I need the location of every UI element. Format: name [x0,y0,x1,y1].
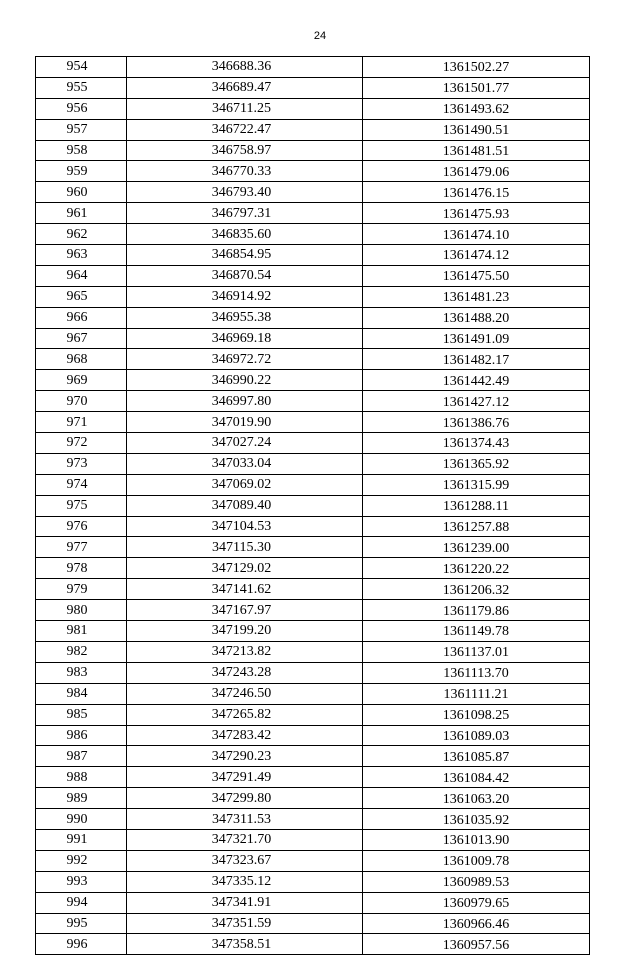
point-number-cell: 967 [36,328,127,349]
table-row [36,913,590,934]
x-coordinate-cell: 346770.33 [127,161,363,182]
table-row [36,391,590,412]
table-row [36,98,590,119]
point-number-cell: 982 [36,641,127,662]
point-number-cell: 984 [36,683,127,704]
y-coordinate-cell: 1361035.92 [363,809,590,830]
x-coordinate-cell: 346797.31 [127,203,363,224]
point-number-cell: 993 [36,871,127,892]
x-coordinate-cell: 347019.90 [127,412,363,433]
x-coordinate-cell: 346854.95 [127,245,363,266]
x-coordinate-cell: 347283.42 [127,725,363,746]
x-coordinate-cell: 347033.04 [127,453,363,474]
point-number-cell: 958 [36,140,127,161]
y-coordinate-cell: 1361098.25 [363,704,590,725]
table-row [36,182,590,203]
table-row [36,265,590,286]
point-number-cell: 980 [36,600,127,621]
x-coordinate-cell: 347351.59 [127,913,363,934]
point-number-cell: 955 [36,77,127,98]
y-coordinate-cell: 1361179.86 [363,600,590,621]
y-coordinate-cell: 1361491.09 [363,328,590,349]
x-coordinate-cell: 346870.54 [127,265,363,286]
table-row [36,621,590,642]
point-number-cell: 976 [36,516,127,537]
y-coordinate-cell: 1361475.50 [363,265,590,286]
coordinates-table-body [36,57,590,955]
table-row [36,662,590,683]
point-number-cell: 979 [36,579,127,600]
page-number: 24 [313,30,327,42]
x-coordinate-cell: 346955.38 [127,307,363,328]
point-number-cell: 957 [36,119,127,140]
table-row [36,57,590,78]
point-number-cell: 989 [36,788,127,809]
table-row [36,328,590,349]
y-coordinate-cell: 1361427.12 [363,391,590,412]
x-coordinate-cell: 347335.12 [127,871,363,892]
x-coordinate-cell: 347323.67 [127,850,363,871]
point-number-cell: 969 [36,370,127,391]
y-coordinate-cell: 1361085.87 [363,746,590,767]
table-row [36,641,590,662]
table-row [36,245,590,266]
table-row [36,788,590,809]
point-number-cell: 961 [36,203,127,224]
y-coordinate-cell: 1361315.99 [363,474,590,495]
y-coordinate-cell: 1361206.32 [363,579,590,600]
point-number-cell: 974 [36,474,127,495]
y-coordinate-cell: 1361476.15 [363,182,590,203]
point-number-cell: 986 [36,725,127,746]
table-row [36,203,590,224]
y-coordinate-cell: 1361149.78 [363,621,590,642]
point-number-cell: 992 [36,850,127,871]
table-row [36,286,590,307]
table-row [36,683,590,704]
y-coordinate-cell: 1361084.42 [363,767,590,788]
point-number-cell: 985 [36,704,127,725]
table-row [36,537,590,558]
y-coordinate-cell: 1360989.53 [363,871,590,892]
point-number-cell: 959 [36,161,127,182]
y-coordinate-cell: 1361481.23 [363,286,590,307]
table-row [36,495,590,516]
point-number-cell: 965 [36,286,127,307]
y-coordinate-cell: 1361482.17 [363,349,590,370]
point-number-cell: 970 [36,391,127,412]
y-coordinate-cell: 1361009.78 [363,850,590,871]
point-number-cell: 964 [36,265,127,286]
y-coordinate-cell: 1361502.27 [363,57,590,78]
point-number-cell: 987 [36,746,127,767]
x-coordinate-cell: 346914.92 [127,286,363,307]
table-row [36,370,590,391]
table-row [36,600,590,621]
y-coordinate-cell: 1361479.06 [363,161,590,182]
point-number-cell: 995 [36,913,127,934]
x-coordinate-cell: 347129.02 [127,558,363,579]
x-coordinate-cell: 346835.60 [127,224,363,245]
y-coordinate-cell: 1361220.22 [363,558,590,579]
table-row [36,579,590,600]
x-coordinate-cell: 346969.18 [127,328,363,349]
table-row [36,871,590,892]
x-coordinate-cell: 346688.36 [127,57,363,78]
y-coordinate-cell: 1360966.46 [363,913,590,934]
y-coordinate-cell: 1361501.77 [363,77,590,98]
x-coordinate-cell: 347199.20 [127,621,363,642]
x-coordinate-cell: 346711.25 [127,98,363,119]
table-row [36,850,590,871]
y-coordinate-cell: 1361239.00 [363,537,590,558]
point-number-cell: 963 [36,245,127,266]
x-coordinate-cell: 347265.82 [127,704,363,725]
y-coordinate-cell: 1361481.51 [363,140,590,161]
x-coordinate-cell: 347299.80 [127,788,363,809]
x-coordinate-cell: 347115.30 [127,537,363,558]
y-coordinate-cell: 1361063.20 [363,788,590,809]
y-coordinate-cell: 1361111.21 [363,683,590,704]
point-number-cell: 977 [36,537,127,558]
point-number-cell: 960 [36,182,127,203]
x-coordinate-cell: 347069.02 [127,474,363,495]
y-coordinate-cell: 1361137.01 [363,641,590,662]
point-number-cell: 971 [36,412,127,433]
table-row [36,767,590,788]
x-coordinate-cell: 347311.53 [127,809,363,830]
y-coordinate-cell: 1360957.56 [363,934,590,955]
x-coordinate-cell: 346793.40 [127,182,363,203]
table-row [36,161,590,182]
table-row [36,349,590,370]
table-row [36,704,590,725]
table-row [36,892,590,913]
y-coordinate-cell: 1361474.12 [363,245,590,266]
point-number-cell: 975 [36,495,127,516]
x-coordinate-cell: 346972.72 [127,349,363,370]
x-coordinate-cell: 347321.70 [127,829,363,850]
point-number-cell: 996 [36,934,127,955]
point-number-cell: 966 [36,307,127,328]
y-coordinate-cell: 1361288.11 [363,495,590,516]
point-number-cell: 978 [36,558,127,579]
x-coordinate-cell: 347291.49 [127,767,363,788]
x-coordinate-cell: 347141.62 [127,579,363,600]
table-row [36,558,590,579]
y-coordinate-cell: 1361257.88 [363,516,590,537]
point-number-cell: 972 [36,433,127,454]
x-coordinate-cell: 347243.28 [127,662,363,683]
y-coordinate-cell: 1361374.43 [363,433,590,454]
point-number-cell: 981 [36,621,127,642]
table-row [36,224,590,245]
table-row [36,140,590,161]
table-row [36,746,590,767]
x-coordinate-cell: 347341.91 [127,892,363,913]
table-row [36,829,590,850]
table-row [36,307,590,328]
point-number-cell: 988 [36,767,127,788]
table-row [36,725,590,746]
x-coordinate-cell: 346722.47 [127,119,363,140]
y-coordinate-cell: 1361386.76 [363,412,590,433]
table-row [36,412,590,433]
table-row [36,433,590,454]
x-coordinate-cell: 347089.40 [127,495,363,516]
x-coordinate-cell: 347167.97 [127,600,363,621]
x-coordinate-cell: 347213.82 [127,641,363,662]
y-coordinate-cell: 1360979.65 [363,892,590,913]
x-coordinate-cell: 346689.47 [127,77,363,98]
table-row [36,934,590,955]
y-coordinate-cell: 1361493.62 [363,98,590,119]
y-coordinate-cell: 1361490.51 [363,119,590,140]
y-coordinate-cell: 1361474.10 [363,224,590,245]
coordinates-table [35,56,590,955]
x-coordinate-cell: 347358.51 [127,934,363,955]
y-coordinate-cell: 1361365.92 [363,453,590,474]
table-row [36,119,590,140]
point-number-cell: 968 [36,349,127,370]
x-coordinate-cell: 346997.80 [127,391,363,412]
y-coordinate-cell: 1361488.20 [363,307,590,328]
point-number-cell: 991 [36,829,127,850]
y-coordinate-cell: 1361442.49 [363,370,590,391]
y-coordinate-cell: 1361113.70 [363,662,590,683]
point-number-cell: 973 [36,453,127,474]
y-coordinate-cell: 1361089.03 [363,725,590,746]
y-coordinate-cell: 1361013.90 [363,829,590,850]
point-number-cell: 956 [36,98,127,119]
table-row [36,453,590,474]
point-number-cell: 954 [36,57,127,78]
x-coordinate-cell: 346758.97 [127,140,363,161]
x-coordinate-cell: 347104.53 [127,516,363,537]
table-row [36,77,590,98]
point-number-cell: 962 [36,224,127,245]
x-coordinate-cell: 347246.50 [127,683,363,704]
table-row [36,809,590,830]
point-number-cell: 983 [36,662,127,683]
x-coordinate-cell: 346990.22 [127,370,363,391]
y-coordinate-cell: 1361475.93 [363,203,590,224]
table-row [36,474,590,495]
table-row [36,516,590,537]
point-number-cell: 994 [36,892,127,913]
point-number-cell: 990 [36,809,127,830]
x-coordinate-cell: 347027.24 [127,433,363,454]
x-coordinate-cell: 347290.23 [127,746,363,767]
